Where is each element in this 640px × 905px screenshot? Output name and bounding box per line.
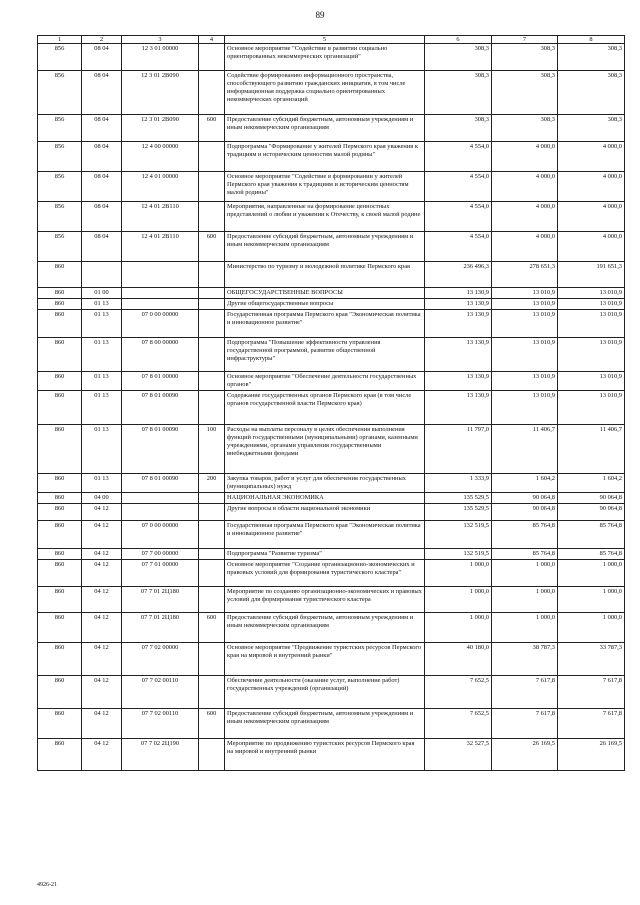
expense-type-cell — [199, 549, 225, 560]
amount-year3-cell: 85 764,8 — [558, 549, 625, 560]
amount-year3-cell: 308,3 — [558, 115, 625, 142]
target-article-cell: 07 7 02 00000 — [122, 643, 199, 676]
amount-year1-cell: 132 519,5 — [425, 549, 492, 560]
expense-type-cell: 600 — [199, 232, 225, 262]
amount-year1-cell: 135 529,5 — [425, 493, 492, 504]
table-row — [38, 391, 625, 425]
table-row — [38, 493, 625, 504]
description-cell: Мероприятие по созданию организационно-экономических и правовых условий для формирования туристического кластера — [225, 587, 425, 613]
section-code-cell: 04 12 — [82, 587, 122, 613]
target-article-cell: 12 3 01 2В090 — [122, 71, 199, 115]
table-row — [38, 521, 625, 549]
section-code-cell: 08 04 — [82, 232, 122, 262]
description-cell: Мероприятие по продвижению туристских ресурсов Пермского края на мировой и внутренний рынки — [225, 739, 425, 771]
amount-year2-cell: 13 010,9 — [492, 288, 558, 299]
amount-year1-cell: 7 652,5 — [425, 709, 492, 739]
description-cell: Мероприятия, направленные на формирование ценностных представлений о любви и уважении к Отечеству, к своей малой родине — [225, 202, 425, 232]
amount-year2-cell: 278 651,3 — [492, 262, 558, 288]
target-article-cell: 07 8 01 00090 — [122, 425, 199, 474]
amount-year3-cell: 26 169,5 — [558, 739, 625, 771]
amount-year3-cell: 90 064,8 — [558, 504, 625, 521]
section-code-cell: 08 04 — [82, 71, 122, 115]
header-col-2: 2 — [82, 36, 122, 44]
target-article-cell — [122, 504, 199, 521]
amount-year1-cell: 1 000,0 — [425, 587, 492, 613]
section-code-cell: 08 04 — [82, 142, 122, 172]
amount-year3-cell: 191 651,3 — [558, 262, 625, 288]
table-row — [38, 709, 625, 739]
expense-type-cell: 600 — [199, 709, 225, 739]
amount-year2-cell: 26 169,5 — [492, 739, 558, 771]
target-article-cell: 07 7 02 2Ц190 — [122, 739, 199, 771]
description-cell: Основное мероприятие "Обеспечение деятельности государственных органов" — [225, 372, 425, 391]
header-col-3: 3 — [122, 36, 199, 44]
page-number: 89 — [315, 10, 325, 20]
amount-year2-cell: 308,3 — [492, 115, 558, 142]
ministry-code-cell: 860 — [38, 288, 82, 299]
ministry-code-cell: 860 — [38, 299, 82, 310]
target-article-cell: 07 8 01 00000 — [122, 372, 199, 391]
description-cell: Подпрограмма "Развитие туризма" — [225, 549, 425, 560]
description-cell: ОБЩЕГОСУДАРСТВЕННЫЕ ВОПРОСЫ — [225, 288, 425, 299]
amount-year3-cell: 90 064,8 — [558, 493, 625, 504]
amount-year1-cell: 1 333,9 — [425, 474, 492, 493]
section-code-cell: 01 13 — [82, 372, 122, 391]
amount-year3-cell: 13 010,9 — [558, 391, 625, 425]
amount-year1-cell: 32 527,5 — [425, 739, 492, 771]
table-row — [38, 587, 625, 613]
expense-type-cell — [199, 521, 225, 549]
header-col-6: 6 — [425, 36, 492, 44]
amount-year3-cell: 7 617,8 — [558, 676, 625, 709]
description-cell: Основное мероприятие "Содействие в развитии социально ориентированных некоммерческих организаций" — [225, 44, 425, 71]
amount-year2-cell: 13 010,9 — [492, 338, 558, 372]
description-cell: Министерство по туризму и молодежной политике Пермского края — [225, 262, 425, 288]
section-code-cell: 04 12 — [82, 560, 122, 587]
description-cell: НАЦИОНАЛЬНАЯ ЭКОНОМИКА — [225, 493, 425, 504]
amount-year3-cell: 4 000,0 — [558, 172, 625, 202]
description-cell: Предоставление субсидий бюджетным, автономным учреждениям и иным некоммерческим организациям — [225, 709, 425, 739]
section-code-cell: 04 00 — [82, 493, 122, 504]
table-row — [38, 288, 625, 299]
target-article-cell: 12 4 01 2В110 — [122, 202, 199, 232]
amount-year2-cell: 4 000,0 — [492, 172, 558, 202]
amount-year3-cell: 13 010,9 — [558, 310, 625, 338]
amount-year2-cell: 90 064,8 — [492, 504, 558, 521]
expense-type-cell: 100 — [199, 425, 225, 474]
description-cell: Основное мероприятие "Содействие в формировании у жителей Пермского края уважения к традициям и историческим ценностям малой родины" — [225, 172, 425, 202]
target-article-cell: 07 0 00 00000 — [122, 521, 199, 549]
amount-year1-cell: 308,3 — [425, 115, 492, 142]
budget-table — [37, 35, 625, 771]
ministry-code-cell: 860 — [38, 549, 82, 560]
amount-year2-cell: 85 764,8 — [492, 521, 558, 549]
description-cell: Другие вопросы в области национальной экономики — [225, 504, 425, 521]
target-article-cell: 07 8 01 00090 — [122, 474, 199, 493]
target-article-cell: 07 7 02 00110 — [122, 709, 199, 739]
amount-year3-cell: 308,3 — [558, 44, 625, 71]
ministry-code-cell: 860 — [38, 493, 82, 504]
amount-year2-cell: 13 010,9 — [492, 299, 558, 310]
table-row — [38, 676, 625, 709]
section-code-cell: 08 04 — [82, 115, 122, 142]
amount-year2-cell: 4 000,0 — [492, 202, 558, 232]
description-cell: Подпрограмма "Формирование у жителей Пермского края уважения к традициям и историческим ценностям малой родины" — [225, 142, 425, 172]
table-row — [38, 232, 625, 262]
ministry-code-cell: 860 — [38, 262, 82, 288]
target-article-cell: 12 4 01 2В110 — [122, 232, 199, 262]
amount-year1-cell: 13 130,9 — [425, 372, 492, 391]
target-article-cell — [122, 299, 199, 310]
expense-type-cell — [199, 587, 225, 613]
amount-year3-cell: 85 764,8 — [558, 521, 625, 549]
amount-year3-cell: 1 000,0 — [558, 587, 625, 613]
table-row — [38, 643, 625, 676]
ministry-code-cell: 860 — [38, 709, 82, 739]
table-row — [38, 739, 625, 771]
expense-type-cell — [199, 172, 225, 202]
amount-year3-cell: 33 787,3 — [558, 643, 625, 676]
expense-type-cell — [199, 391, 225, 425]
ministry-code-cell: 856 — [38, 142, 82, 172]
description-cell: Другие общегосударственные вопросы — [225, 299, 425, 310]
section-code-cell: 08 04 — [82, 44, 122, 71]
target-article-cell: 07 8 01 00090 — [122, 391, 199, 425]
amount-year2-cell: 7 617,8 — [492, 709, 558, 739]
expense-type-cell — [199, 299, 225, 310]
ministry-code-cell: 860 — [38, 560, 82, 587]
section-code-cell: 01 13 — [82, 425, 122, 474]
amount-year1-cell: 11 797,0 — [425, 425, 492, 474]
amount-year3-cell: 4 000,0 — [558, 232, 625, 262]
amount-year3-cell: 13 010,9 — [558, 288, 625, 299]
description-cell: Основное мероприятие "Создание организационно-экономических и правовых условий для формирования туристического кластера" — [225, 560, 425, 587]
amount-year3-cell: 1 000,0 — [558, 613, 625, 643]
amount-year2-cell: 1 604,2 — [492, 474, 558, 493]
amount-year2-cell: 308,3 — [492, 44, 558, 71]
amount-year2-cell: 1 000,0 — [492, 613, 558, 643]
table-row — [38, 262, 625, 288]
amount-year1-cell: 13 130,9 — [425, 299, 492, 310]
description-cell: Расходы на выплаты персоналу в целях обеспечения выполнения функций государственными (муниципальными) органами, казенными учреждениями, органами управления государственными внебюджетными фондами — [225, 425, 425, 474]
footer-code: 4926-21 — [37, 882, 57, 888]
amount-year1-cell: 308,3 — [425, 44, 492, 71]
target-article-cell: 07 7 02 00110 — [122, 676, 199, 709]
ministry-code-cell: 860 — [38, 310, 82, 338]
amount-year3-cell: 13 010,9 — [558, 338, 625, 372]
ministry-code-cell: 856 — [38, 115, 82, 142]
ministry-code-cell: 856 — [38, 172, 82, 202]
table-row — [38, 115, 625, 142]
amount-year1-cell: 13 130,9 — [425, 338, 492, 372]
amount-year2-cell: 11 406,7 — [492, 425, 558, 474]
target-article-cell: 07 8 00 00000 — [122, 338, 199, 372]
description-cell: Содержание государственных органов Пермского края (в том числе органов государственной власти Пермского края) — [225, 391, 425, 425]
target-article-cell: 07 7 01 2Ц180 — [122, 613, 199, 643]
amount-year1-cell: 4 554,0 — [425, 172, 492, 202]
amount-year3-cell: 13 010,9 — [558, 372, 625, 391]
table-row — [38, 202, 625, 232]
expense-type-cell — [199, 560, 225, 587]
expense-type-cell — [199, 142, 225, 172]
ministry-code-cell: 860 — [38, 643, 82, 676]
amount-year2-cell: 90 064,8 — [492, 493, 558, 504]
table-row — [38, 338, 625, 372]
header-col-8: 8 — [558, 36, 625, 44]
table-row — [38, 299, 625, 310]
table-row — [38, 504, 625, 521]
ministry-code-cell: 860 — [38, 391, 82, 425]
ministry-code-cell: 860 — [38, 474, 82, 493]
section-code-cell: 01 13 — [82, 474, 122, 493]
table-row — [38, 549, 625, 560]
target-article-cell: 07 7 01 2Ц180 — [122, 587, 199, 613]
description-cell: Предоставление субсидий бюджетным, автономным учреждениям и иным некоммерческим организациям — [225, 115, 425, 142]
table-row — [38, 613, 625, 643]
table-header-row — [38, 36, 625, 44]
amount-year2-cell: 38 787,3 — [492, 643, 558, 676]
amount-year2-cell: 1 000,0 — [492, 587, 558, 613]
section-code-cell: 04 12 — [82, 709, 122, 739]
description-cell: Обеспечение деятельности (оказание услуг, выполнение работ) государственных учреждений (организаций) — [225, 676, 425, 709]
amount-year2-cell: 4 000,0 — [492, 142, 558, 172]
amount-year2-cell: 1 000,0 — [492, 560, 558, 587]
section-code-cell: 01 13 — [82, 299, 122, 310]
section-code-cell: 08 04 — [82, 172, 122, 202]
amount-year2-cell: 308,3 — [492, 71, 558, 115]
section-code-cell: 01 13 — [82, 391, 122, 425]
target-article-cell: 12 4 01 00000 — [122, 172, 199, 202]
expense-type-cell — [199, 504, 225, 521]
section-code-cell: 04 12 — [82, 549, 122, 560]
expense-type-cell: 200 — [199, 474, 225, 493]
table-row — [38, 142, 625, 172]
amount-year1-cell: 308,3 — [425, 71, 492, 115]
expense-type-cell — [199, 71, 225, 115]
amount-year3-cell: 1 604,2 — [558, 474, 625, 493]
amount-year1-cell: 1 000,0 — [425, 613, 492, 643]
section-code-cell: 01 13 — [82, 310, 122, 338]
expense-type-cell — [199, 739, 225, 771]
expense-type-cell — [199, 372, 225, 391]
description-cell: Государственная программа Пермского края "Экономическая политика и инновационное развитие" — [225, 310, 425, 338]
amount-year1-cell: 13 130,9 — [425, 310, 492, 338]
amount-year1-cell: 132 519,5 — [425, 521, 492, 549]
ministry-code-cell: 860 — [38, 425, 82, 474]
ministry-code-cell: 856 — [38, 71, 82, 115]
expense-type-cell: 600 — [199, 115, 225, 142]
amount-year3-cell: 1 000,0 — [558, 560, 625, 587]
amount-year3-cell: 4 000,0 — [558, 142, 625, 172]
table-row — [38, 560, 625, 587]
target-article-cell — [122, 288, 199, 299]
ministry-code-cell: 856 — [38, 44, 82, 71]
amount-year3-cell: 7 617,8 — [558, 709, 625, 739]
expense-type-cell — [199, 643, 225, 676]
section-code-cell: 04 12 — [82, 739, 122, 771]
expense-type-cell: 600 — [199, 613, 225, 643]
section-code-cell: 04 12 — [82, 643, 122, 676]
expense-type-cell — [199, 493, 225, 504]
table-row — [38, 372, 625, 391]
expense-type-cell — [199, 338, 225, 372]
description-cell: Основное мероприятие "Продвижение туристских ресурсов Пермского края на мировой и внутренний рынки" — [225, 643, 425, 676]
description-cell: Государственная программа Пермского края "Экономическая политика и инновационное развитие" — [225, 521, 425, 549]
ministry-code-cell: 860 — [38, 504, 82, 521]
table-row — [38, 44, 625, 71]
ministry-code-cell: 856 — [38, 232, 82, 262]
table-row — [38, 71, 625, 115]
target-article-cell: 12 3 01 00000 — [122, 44, 199, 71]
section-code-cell — [82, 262, 122, 288]
amount-year1-cell: 13 130,9 — [425, 288, 492, 299]
section-code-cell: 08 04 — [82, 202, 122, 232]
target-article-cell: 12 3 01 2В090 — [122, 115, 199, 142]
amount-year2-cell: 13 010,9 — [492, 372, 558, 391]
section-code-cell: 04 12 — [82, 613, 122, 643]
amount-year1-cell: 135 529,5 — [425, 504, 492, 521]
description-cell: Содействие формированию информационного пространства, способствующего развитию гражданских инициатив, в том числе информационная поддержка социально ориентированных некоммерческих организаций — [225, 71, 425, 115]
section-code-cell: 01 00 — [82, 288, 122, 299]
expense-type-cell — [199, 202, 225, 232]
table-row — [38, 172, 625, 202]
ministry-code-cell: 860 — [38, 521, 82, 549]
table-row — [38, 425, 625, 474]
amount-year1-cell: 40 180,0 — [425, 643, 492, 676]
amount-year3-cell: 13 010,9 — [558, 299, 625, 310]
header-col-1: 1 — [38, 36, 82, 44]
amount-year2-cell: 13 010,9 — [492, 391, 558, 425]
header-col-5: 5 — [225, 36, 425, 44]
description-cell: Закупка товаров, работ и услуг для обеспечения государственных (муниципальных) нужд — [225, 474, 425, 493]
amount-year1-cell: 1 000,0 — [425, 560, 492, 587]
expense-type-cell — [199, 262, 225, 288]
expense-type-cell — [199, 676, 225, 709]
ministry-code-cell: 860 — [38, 676, 82, 709]
header-col-4: 4 — [199, 36, 225, 44]
target-article-cell: 07 7 01 00000 — [122, 560, 199, 587]
expense-type-cell — [199, 310, 225, 338]
section-code-cell: 04 12 — [82, 676, 122, 709]
amount-year3-cell: 4 000,0 — [558, 202, 625, 232]
description-cell: Предоставление субсидий бюджетным, автономным учреждениям и иным некоммерческим организациям — [225, 613, 425, 643]
amount-year2-cell: 85 764,8 — [492, 549, 558, 560]
target-article-cell: 07 7 00 00000 — [122, 549, 199, 560]
target-article-cell — [122, 262, 199, 288]
amount-year3-cell: 308,3 — [558, 71, 625, 115]
description-cell: Предоставление субсидий бюджетным, автономным учреждениям и иным некоммерческим организациям — [225, 232, 425, 262]
amount-year2-cell: 13 010,9 — [492, 310, 558, 338]
ministry-code-cell: 860 — [38, 372, 82, 391]
section-code-cell: 04 12 — [82, 521, 122, 549]
section-code-cell: 01 13 — [82, 338, 122, 372]
table-row — [38, 474, 625, 493]
amount-year1-cell: 4 554,0 — [425, 142, 492, 172]
amount-year2-cell: 4 000,0 — [492, 232, 558, 262]
amount-year1-cell: 7 652,5 — [425, 676, 492, 709]
ministry-code-cell: 856 — [38, 202, 82, 232]
section-code-cell: 04 12 — [82, 504, 122, 521]
description-cell: Подпрограмма "Повышение эффективности управления государственной программой, развитие общественной инфраструктуры" — [225, 338, 425, 372]
expense-type-cell — [199, 44, 225, 71]
amount-year2-cell: 7 617,8 — [492, 676, 558, 709]
target-article-cell: 12 4 00 00000 — [122, 142, 199, 172]
target-article-cell: 07 0 00 00000 — [122, 310, 199, 338]
ministry-code-cell: 860 — [38, 739, 82, 771]
target-article-cell — [122, 493, 199, 504]
ministry-code-cell: 860 — [38, 613, 82, 643]
amount-year1-cell: 13 130,9 — [425, 391, 492, 425]
amount-year1-cell: 236 496,3 — [425, 262, 492, 288]
ministry-code-cell: 860 — [38, 338, 82, 372]
expense-type-cell — [199, 288, 225, 299]
amount-year3-cell: 11 406,7 — [558, 425, 625, 474]
header-col-7: 7 — [492, 36, 558, 44]
amount-year1-cell: 4 554,0 — [425, 202, 492, 232]
amount-year1-cell: 4 554,0 — [425, 232, 492, 262]
table-row — [38, 310, 625, 338]
ministry-code-cell: 860 — [38, 587, 82, 613]
